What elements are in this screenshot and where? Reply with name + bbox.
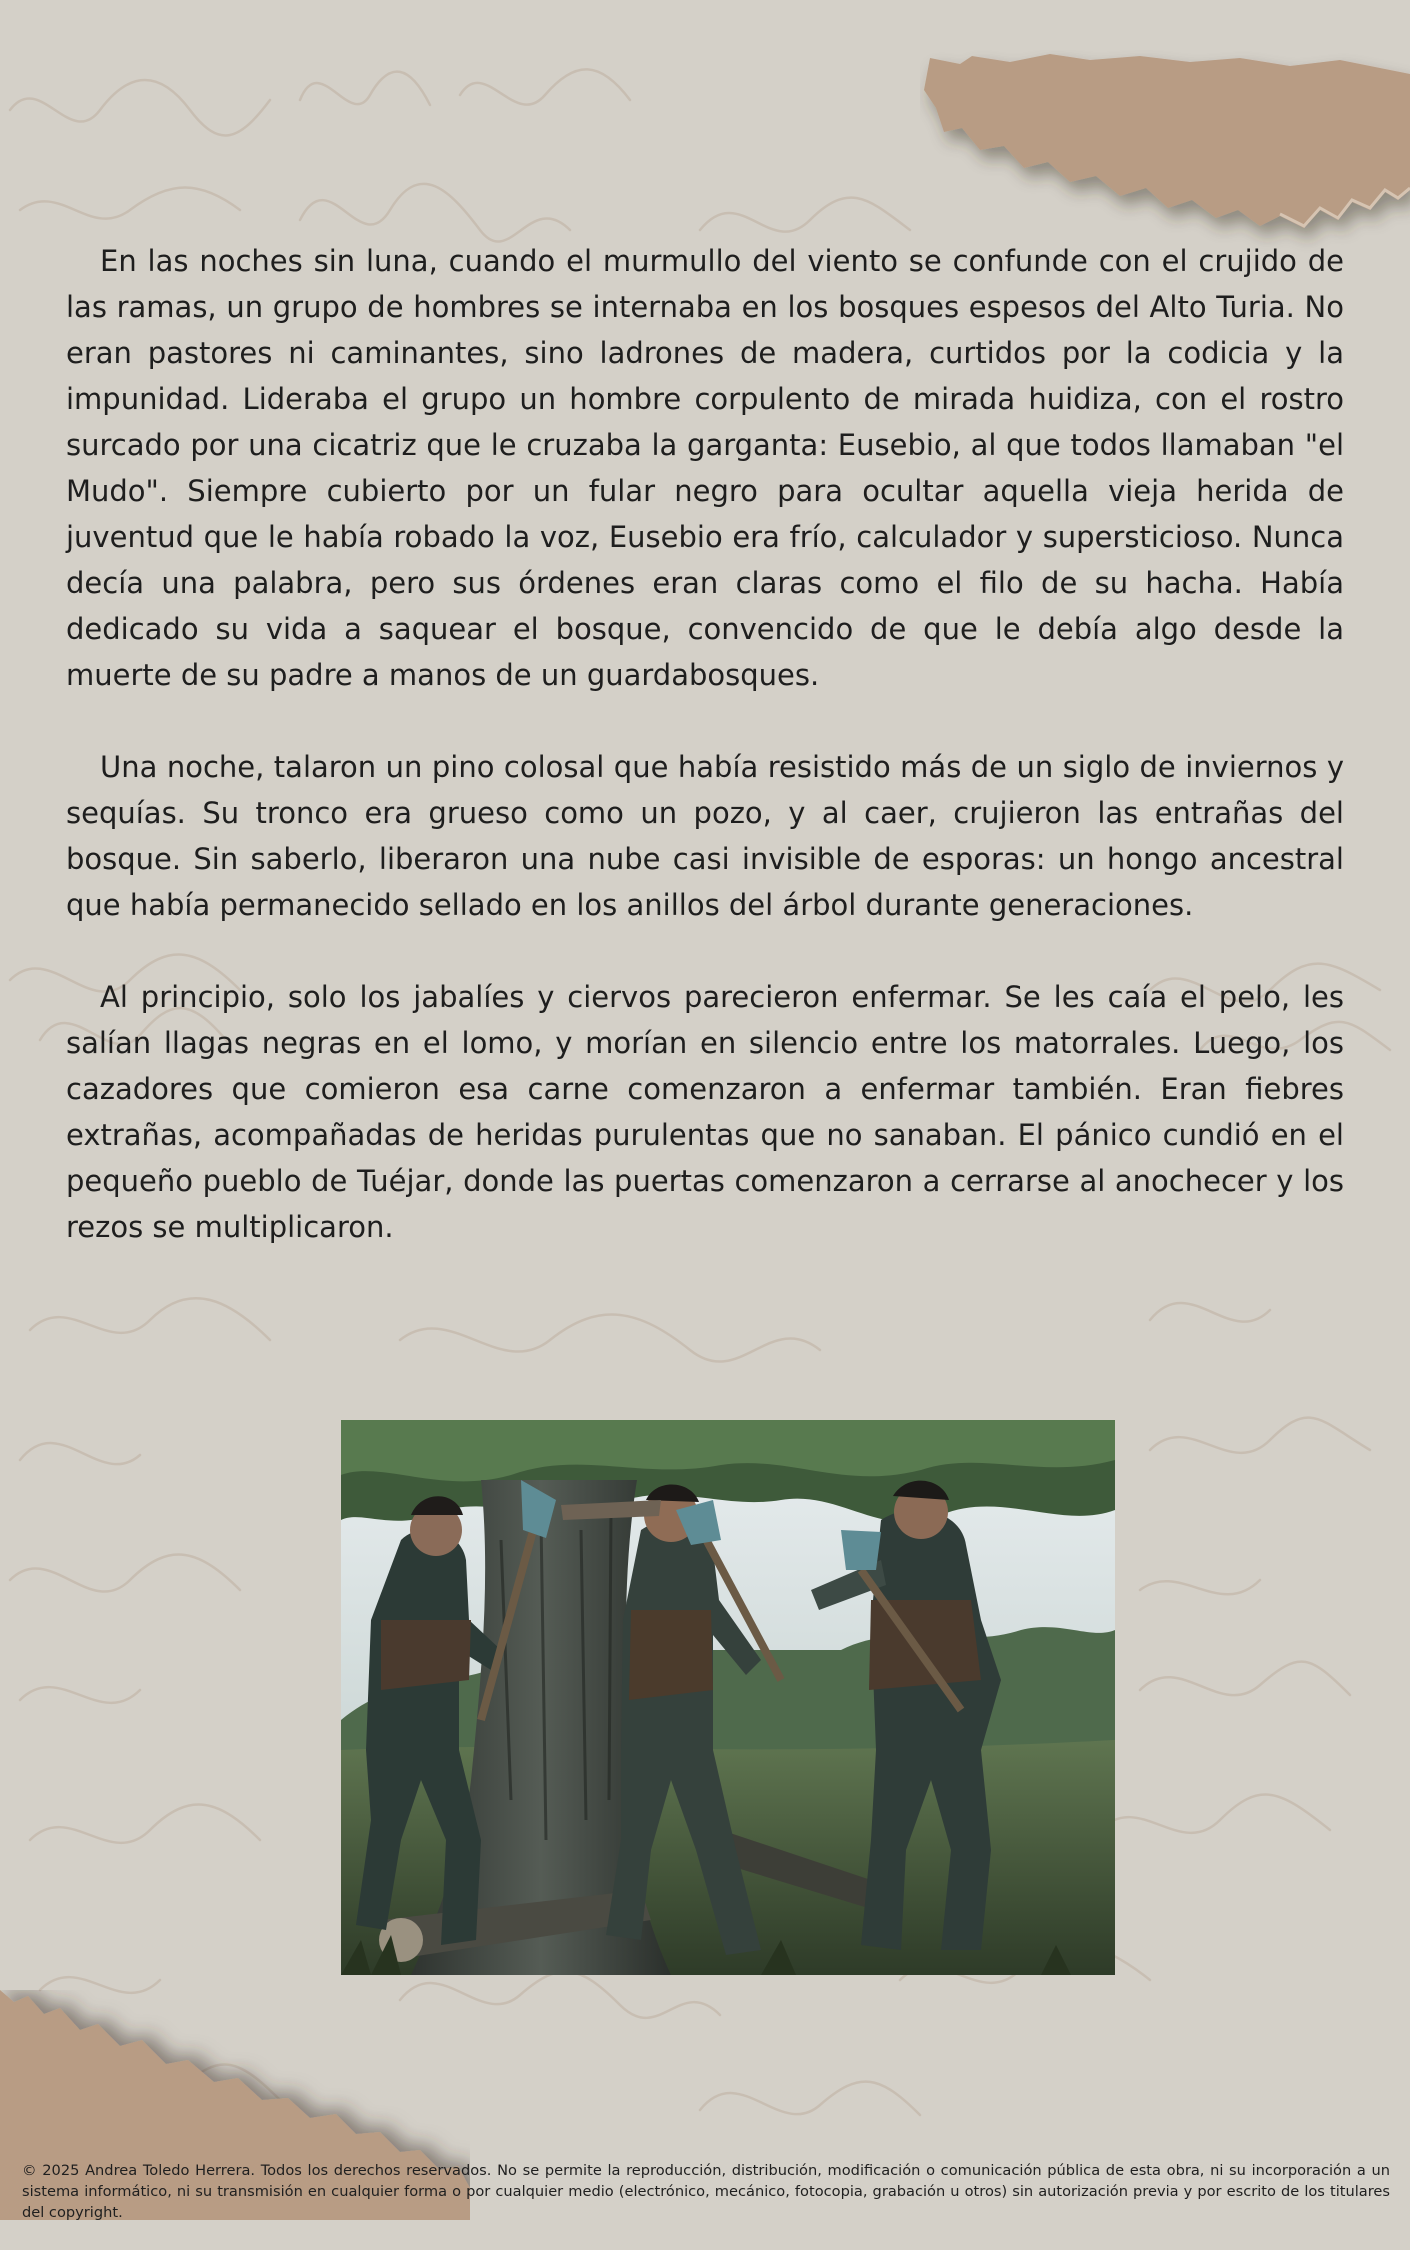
story-text	[66, 238, 1344, 1250]
story-paragraph: Al principio, solo los jabalíes y ciervos parecieron enfermar. Se les caía el pelo, les salían llagas negras en el lomo, y morían en silencio entre los matorrales. Luego, los cazadores que comieron esa carne comenzaron a enfermar también. Eran fiebres extrañas, acompañadas de heridas purulentas que no sanaban. El pánico cundió en el pequeño pueblo de Tuéjar, donde las puertas comenzaron a cerrarse al anochecer y los rezos se multiplicaron.	[66, 980, 1344, 1244]
copyright-notice: © 2025 Andrea Toledo Herrera. Todos los derechos reservados. No se permite la reproducción, distribución, modificación o comunicación pública de esta obra, ni su incorporación a un sistema informático, ni su transmisión en cualquier forma o por cualquier medio (electrónico, mecánico, fotocopia, grabación u otros) sin autorización previa y por escrito de los titulares del copyright.	[22, 2162, 1390, 2221]
story-paragraph: Una noche, talaron un pino colosal que había resistido más de un siglo de inviernos y sequías. Su tronco era grueso como un pozo, y al caer, crujieron las entrañas del bosque. Sin saberlo, liberaron una nube casi invisible de esporas: un hongo ancestral que había permanecido sellado en los anillos del árbol durante generaciones.	[66, 750, 1344, 922]
woodcutters-illustration	[341, 1420, 1115, 1975]
story-paragraph: En las noches sin luna, cuando el murmullo del viento se confunde con el crujido de las ramas, un grupo de hombres se internaba en los bosques espesos del Alto Turia. No eran pastores ni caminantes, sino ladrones de madera, curtidos por la codicia y la impunidad. Lideraba el grupo un hombre corpulento de mirada huidiza, con el rostro surcado por una cicatriz que le cruzaba la garganta: Eusebio, al que todos llamaban "el Mudo". Siempre cubierto por un fular negro para ocultar aquella vieja herida de juventud que le había robado la voz, Eusebio era frío, calculador y supersticioso. Nunca decía una palabra, pero sus órdenes eran claras como el filo de su hacha. Había dedicado su vida a saquear el bosque, convencido de que le debía algo desde la muerte de su padre a manos de un guardabosques.	[66, 244, 1344, 692]
